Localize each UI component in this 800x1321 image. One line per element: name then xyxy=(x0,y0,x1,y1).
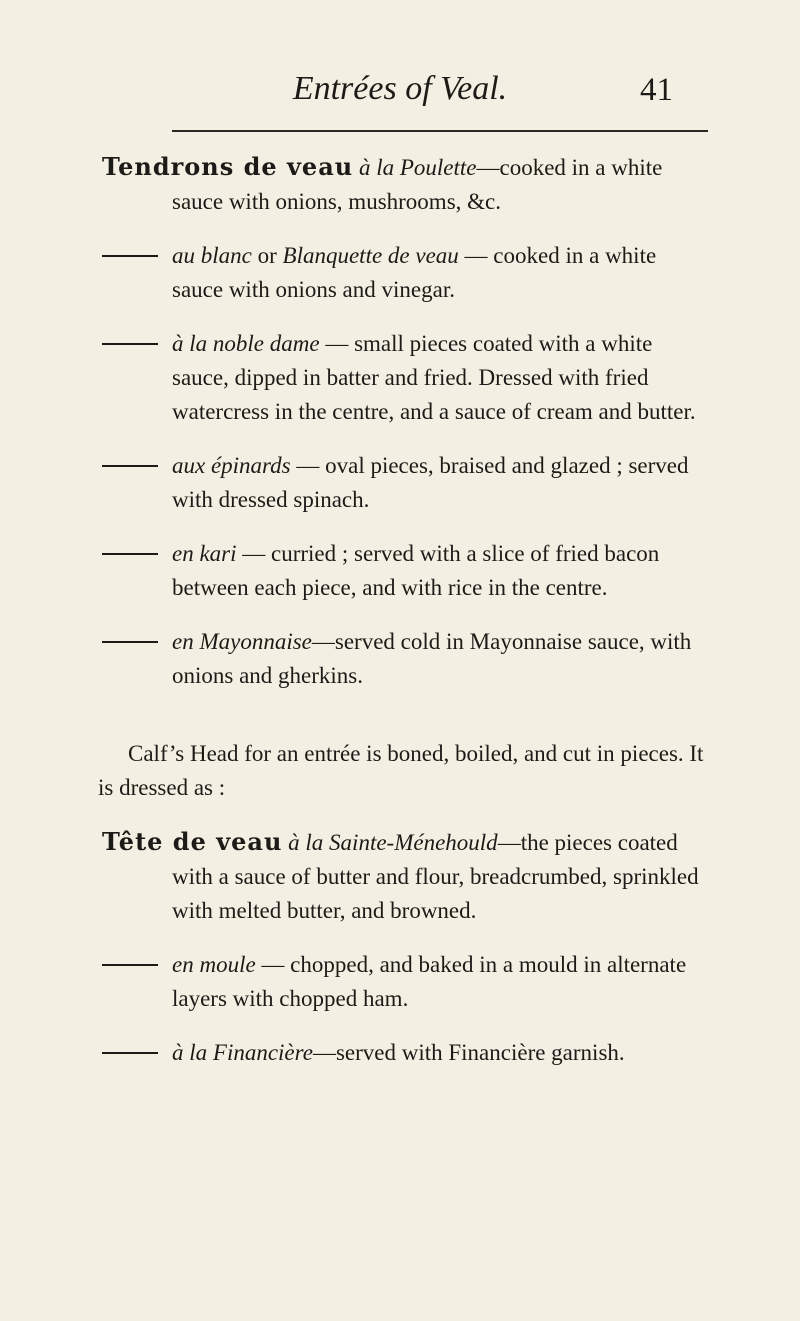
ditto-dash xyxy=(102,343,158,345)
ditto-dash xyxy=(102,641,158,643)
entry-en-moule xyxy=(102,948,712,1016)
entry-italic: en moule xyxy=(172,952,256,977)
body-text xyxy=(98,150,712,1090)
ditto-dash xyxy=(102,553,158,555)
entry-aux-epinards xyxy=(102,449,712,517)
entry-financiere xyxy=(102,1036,712,1070)
entry-noble-dame xyxy=(102,327,712,429)
entry-au-blanc xyxy=(102,239,712,307)
entry-text: — curried ; served with a slice of fried bacon between each piece, and with rice in the centre. xyxy=(172,541,660,600)
entry-text: —served cold in Mayonnaise sauce, with onions and gherkins. xyxy=(172,629,692,688)
entry-connector: or xyxy=(251,243,283,268)
calfs-head-paragraph: Calf’s Head for an entrée is boned, boiled, and cut in pieces. It is dressed as : xyxy=(98,741,704,800)
entry-tendrons-poulette xyxy=(102,150,712,219)
entry-text: —served with Financière garnish. xyxy=(312,1040,625,1065)
entry-text: — small pieces coated with a white sauce, dipped in batter and fried. Dressed with fried watercress in the centre, and a sauce of cream and butter. xyxy=(172,331,696,424)
entry-text: — cooked in a white sauce with onions and vinegar. xyxy=(172,243,657,302)
running-head xyxy=(0,62,800,122)
entry-text: —cooked in a white sauce with onions, mushrooms, &c. xyxy=(172,155,663,214)
entry-italic-2: Blanquette de veau xyxy=(282,243,459,268)
ditto-dash xyxy=(102,465,158,467)
entry-en-kari xyxy=(102,537,712,605)
entry-headword: Tendrons de veau xyxy=(102,152,354,181)
ditto-dash xyxy=(102,1052,158,1054)
entry-italic: au blanc xyxy=(172,243,252,268)
entry-italic: à la noble dame xyxy=(172,331,320,356)
entry-italic: à la Poulette xyxy=(358,155,477,180)
entry-text: — chopped, and baked in a mould in alternate layers with chopped ham. xyxy=(172,952,687,1011)
entry-en-mayonnaise xyxy=(102,625,712,693)
entry-text: — oval pieces, braised and glazed ; served with dressed spinach. xyxy=(172,453,689,512)
entry-italic: aux épinards xyxy=(172,453,291,478)
running-title: Entrées of Veal. xyxy=(292,70,508,107)
ditto-dash xyxy=(102,964,158,966)
page-number: 41 xyxy=(640,72,673,108)
entry-text: —the pieces coated with a sauce of butter and flour, breadcrumbed, sprinkled with melted butter, and browned. xyxy=(172,830,699,923)
entry-italic: en Mayonnaise xyxy=(172,629,312,654)
entry-italic: à la Financière xyxy=(172,1040,313,1065)
header-rule xyxy=(172,130,708,132)
entry-tete-sainte-menehould xyxy=(102,825,712,928)
entry-italic: en kari xyxy=(172,541,237,566)
entry-italic: à la Sainte-Ménehould xyxy=(288,830,498,855)
ditto-dash xyxy=(102,255,158,257)
entry-headword: Tête de veau xyxy=(102,827,283,856)
